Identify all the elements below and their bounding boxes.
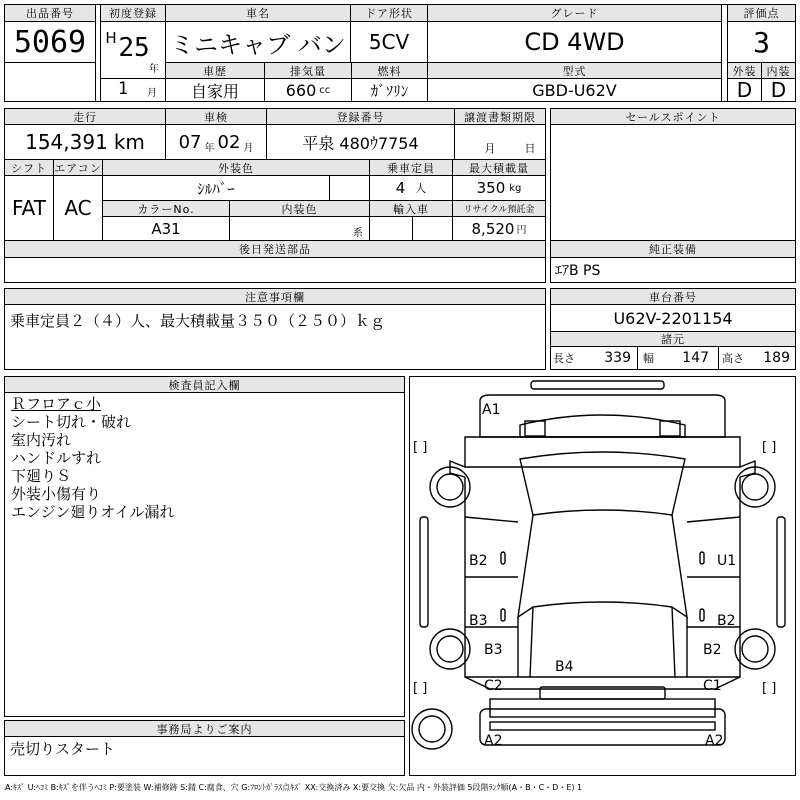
lot-number: 5069 [13, 24, 87, 60]
dims-label: 諸元 [551, 332, 795, 346]
width-label: 幅 [643, 352, 654, 365]
disp-unit: cc [319, 84, 331, 96]
damage-mark: B2 [703, 642, 722, 658]
damage-mark: C2 [484, 678, 503, 694]
caution-label: 注意事項欄 [5, 289, 545, 304]
damage-diagram [409, 376, 796, 776]
recycle-unit: 円 [516, 225, 527, 236]
door: 5CV [368, 30, 410, 54]
plate: 平泉 480ｳ7754 [302, 133, 419, 153]
ac-label: エアコン [54, 161, 102, 175]
shift: FAT [11, 196, 46, 220]
inspect-month-unit: 月 [243, 142, 254, 154]
color-label: 外装色 [103, 160, 369, 175]
chassis-label: 車台番号 [551, 289, 795, 304]
damage-mark: A2 [484, 733, 503, 749]
damage-mark: A1 [482, 402, 501, 418]
inspector-note: ハンドルすれ [11, 449, 102, 467]
intcolor-label: 内装色 [230, 201, 369, 216]
reg-month: 1 [117, 79, 129, 99]
cap-unit: 人 [415, 182, 427, 195]
caution-text: 乗車定員２（４）人、最大積載量３５０（２５０）ｋｇ [10, 311, 386, 330]
inspector-note: Ｒフロアｃ小 [11, 395, 102, 413]
transfer-day: 日 [524, 142, 536, 155]
ext-label: 外装 [728, 63, 761, 78]
model: GBD-U62V [532, 80, 617, 100]
shift-label: シフト [5, 160, 53, 175]
height-label: 高さ [722, 352, 744, 365]
mileage-value: 154,391 [25, 130, 108, 154]
grade-label: グレード [428, 5, 721, 21]
height-value: 189 [763, 350, 790, 366]
inspect [166, 125, 266, 159]
load-unit: kg [509, 182, 522, 194]
reg-year: 25 [118, 33, 150, 63]
history-label: 車歴 [166, 63, 264, 78]
transfer-month: 月 [484, 142, 496, 155]
office-text: 売切りスタート [10, 739, 116, 758]
inspect-month: 02 [217, 131, 241, 153]
recycle-value: 8,520 [471, 219, 515, 238]
colorno-label: カラーNo. [103, 201, 229, 216]
int-label: 内装 [762, 63, 795, 78]
mileage-unit: km [113, 130, 145, 154]
score: 3 [753, 25, 770, 59]
car-name: ミニキャブ バン [170, 30, 346, 59]
load-label: 最大積載量 [453, 160, 545, 175]
fuel: ｶﾞｿﾘﾝ [370, 81, 409, 100]
inspector-note: シート切れ・破れ [11, 413, 132, 431]
ac: AC [64, 196, 92, 220]
inspect-label: 車検 [166, 109, 266, 124]
length-value: 339 [604, 350, 631, 366]
inspector-label: 検査員記入欄 [5, 377, 404, 392]
legend: A:ｷｽﾞ U:ﾍｺﾐ B:ｷｽﾞを伴うﾍｺﾐ P:要塗装 W:補修跡 S:錆 C:腐食、穴 G:ﾌﾛﾝﾄｶﾞﾗｽ点ｷｽﾞ XX:交換済み X:要交換 欠:欠品 内・外装評価 5段階ﾗﾝｸ順(A・B・C・D・E) 1 [5, 782, 583, 792]
bracket-label: [ ] [413, 440, 428, 455]
inspector-note: 外装小傷有り [11, 485, 102, 503]
dim-length [553, 348, 631, 368]
inspector-note: エンジン廻りオイル漏れ [11, 503, 175, 521]
cap-label: 乗車定員 [370, 160, 452, 175]
grade: CD 4WD [524, 28, 625, 56]
bracket-label: [ ] [762, 440, 777, 455]
load [453, 176, 545, 200]
inspect-year-unit: 年 [204, 142, 215, 154]
damage-mark: A2 [705, 733, 724, 749]
model-label: 型式 [428, 63, 721, 78]
recycle-label: リサイクル預託金 [453, 201, 545, 216]
color: ｼﾙﾊﾞｰ [197, 179, 235, 198]
disp-value: 660 [285, 80, 317, 100]
plate-label: 登録番号 [267, 109, 454, 124]
bracket-label: [ ] [762, 681, 777, 696]
reg-month-unit: 月 [147, 87, 157, 99]
damage-mark: B2 [469, 553, 488, 569]
length-label: 長さ [553, 352, 575, 365]
disp-label: 排気量 [265, 63, 351, 78]
intcolor-unit: 系 [353, 227, 363, 239]
lot-label: 出品番号 [5, 5, 95, 21]
width-value: 147 [682, 350, 709, 366]
inspector-note: 下廻りＳ [11, 467, 72, 485]
colorno: A31 [151, 219, 181, 238]
sales-label: セールスポイント [551, 109, 795, 124]
damage-mark: U1 [717, 553, 737, 569]
fuel-label: 燃料 [352, 63, 427, 78]
equip: ｴｱB PS [555, 263, 601, 279]
cap [370, 176, 452, 200]
damage-mark: C1 [703, 678, 722, 694]
score-label: 評価点 [728, 5, 795, 21]
disp [265, 79, 351, 101]
mileage-label: 走行 [5, 109, 165, 124]
int-score: D [770, 78, 787, 102]
mileage [5, 125, 165, 159]
load-value: 350 [476, 179, 506, 197]
history: 自家用 [190, 81, 239, 101]
cap-value: 4 [395, 179, 406, 197]
ext-score: D [736, 78, 753, 102]
damage-mark: B3 [484, 642, 503, 658]
car-name-label: 車名 [166, 5, 350, 21]
inspect-year: 07 [178, 131, 202, 153]
transfer-label: 譲渡書類期限 [455, 109, 545, 124]
damage-mark: B4 [555, 659, 574, 675]
recycle [453, 217, 545, 240]
parts-label: 後日発送部品 [5, 241, 545, 257]
reg-era: H [105, 29, 117, 47]
import-label: 輸入車 [370, 201, 452, 216]
door-label: ドア形状 [351, 5, 427, 21]
inspector-note: 室内汚れ [11, 431, 72, 449]
reg-label: 初度登録 [101, 5, 165, 21]
car-outline-diagram [410, 377, 795, 775]
damage-mark: B3 [469, 613, 488, 629]
dim-width [643, 348, 709, 368]
equip-label: 純正装備 [551, 241, 795, 257]
office-label: 事務局よりご案内 [5, 721, 404, 736]
damage-mark: B2 [717, 613, 736, 629]
chassis-number: U62V-2201154 [613, 308, 733, 328]
dim-height [722, 348, 790, 368]
reg-year-unit: 年 [149, 63, 159, 75]
bracket-label: [ ] [413, 681, 428, 696]
